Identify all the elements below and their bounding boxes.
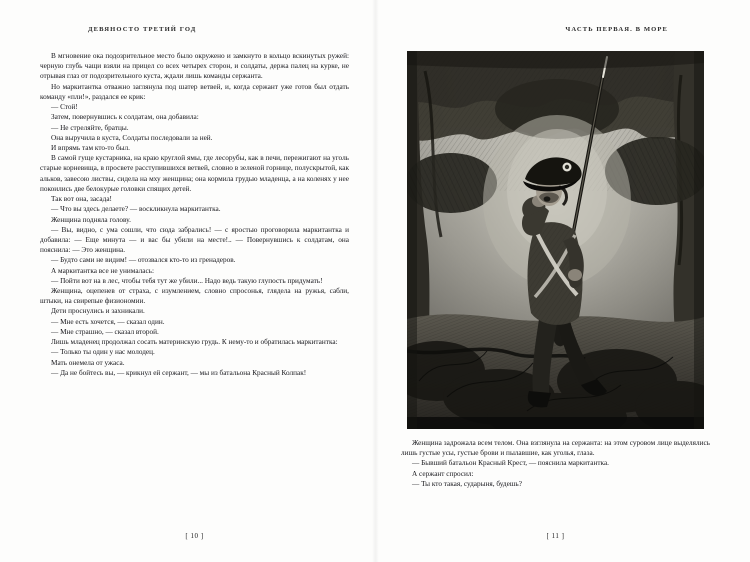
paragraph: Женщина задрожала всем телом. Она взглянула на сержанта: на этом суровом лице выделялись лишь густые усы, густые брови и пылавшие, как уголья, глаза. <box>401 439 710 458</box>
engraving-soldier-in-forest <box>407 51 704 429</box>
paragraph: — Стой! <box>51 103 78 112</box>
paragraph: — Вы, видно, с ума сошли, что сюда забрались! — с яростью проговорила маркитантка и добавила: — Еще минута — и вас бы убили на месте!.. — Повернувшись к солдатам, она пояснила: — Это женщина. <box>40 225 349 255</box>
paragraph: — Мне есть хочется, — сказал один. <box>51 317 165 326</box>
paragraph: Затем, повернувшись к солдатам, она добавила: <box>51 113 199 122</box>
paragraph: — Ты кто такая, сударыня, будешь? <box>412 479 522 488</box>
paragraph: Мать онемела от ужаса. <box>51 358 125 367</box>
paragraph: Женщина, оцепенев от страха, с изумлением, словно спросонья, глядела на ружья, сабли, штыки, на свирепые физиономии. <box>40 287 349 306</box>
paragraph: — Что вы здесь делаете? — воскликнула маркитантка. <box>51 205 221 214</box>
paragraph: — Только ты один у нас молодец. <box>51 348 155 357</box>
paragraph: В мгновение ока подозрительное место было окружено и замкнуто в кольцо вскинутых ружей: черную глубь чащи взяли на прицел со всех четырех сторон, и солдаты, держа палец на курке, не отрывая глаз от подозрительного куста, ждали лишь команды сержанта. <box>40 52 349 81</box>
running-head-right: ЧАСТЬ ПЕРВАЯ. В МОРЕ <box>565 26 668 33</box>
right-page-text <box>401 438 710 489</box>
paragraph: Она выручила в куста, Солдаты последовали за ней. <box>51 133 213 142</box>
paragraph: А сержант спросил: <box>412 469 474 478</box>
paragraph: В самой гуще кустарника, на краю круглой ямы, где лесорубы, как в печи, пережигают на уголь старые корневища, в просвете расступившихся ветвей, словно в зеленой горнице, полускрытой, как альков, завесою листвы, сидела на мху женщина; она кормила грудью младенца, а на коленях у нее покоились две белокурые головки спящих детей. <box>40 154 349 193</box>
paragraph: Лишь младенец продолжал сосать материнскую грудь. К нему-то и обратилась маркитантка: <box>51 338 338 347</box>
paragraph: Дети проснулись и захникали. <box>51 307 145 316</box>
illustration-block <box>407 51 704 429</box>
left-page-text <box>40 51 349 378</box>
folio-right: [ 11 ] <box>546 532 565 540</box>
paragraph: — Не стреляйте, братцы. <box>51 123 129 132</box>
paragraph: — Да не бойтесь вы, — крикнул ей сержант, — мы из батальона Красный Колпак! <box>51 368 307 377</box>
right-page <box>375 0 750 562</box>
paragraph: — Бывший батальон Красный Крест, — пояснила маркитантка. <box>412 459 609 468</box>
paragraph: Женщина подняла голову. <box>51 215 131 224</box>
paragraph: — Пойти вот на в лес, чтобы тебя тут же убили... Надо ведь такую глупость придумать! <box>51 276 323 285</box>
paragraph: — Мне страшно, — сказал второй. <box>51 327 159 336</box>
paragraph: А маркитантка все не унималась: <box>51 266 155 275</box>
paragraph: — Будто сами не видим! — отозвался кто-то из гренадеров. <box>51 256 236 265</box>
running-head-left: ДЕВЯНОСТО ТРЕТИЙ ГОД <box>88 26 197 33</box>
paragraph: Но маркитантка отважно заглянула под шатер ветвей, и, когда сержант уже готов был отдать команду «пли!», раздался ее крик: <box>40 82 349 101</box>
folio-left: [ 10 ] <box>185 532 204 540</box>
paragraph: Так вот она, засада! <box>51 195 112 204</box>
paragraph: И впрямь там кто-то был. <box>51 143 130 152</box>
